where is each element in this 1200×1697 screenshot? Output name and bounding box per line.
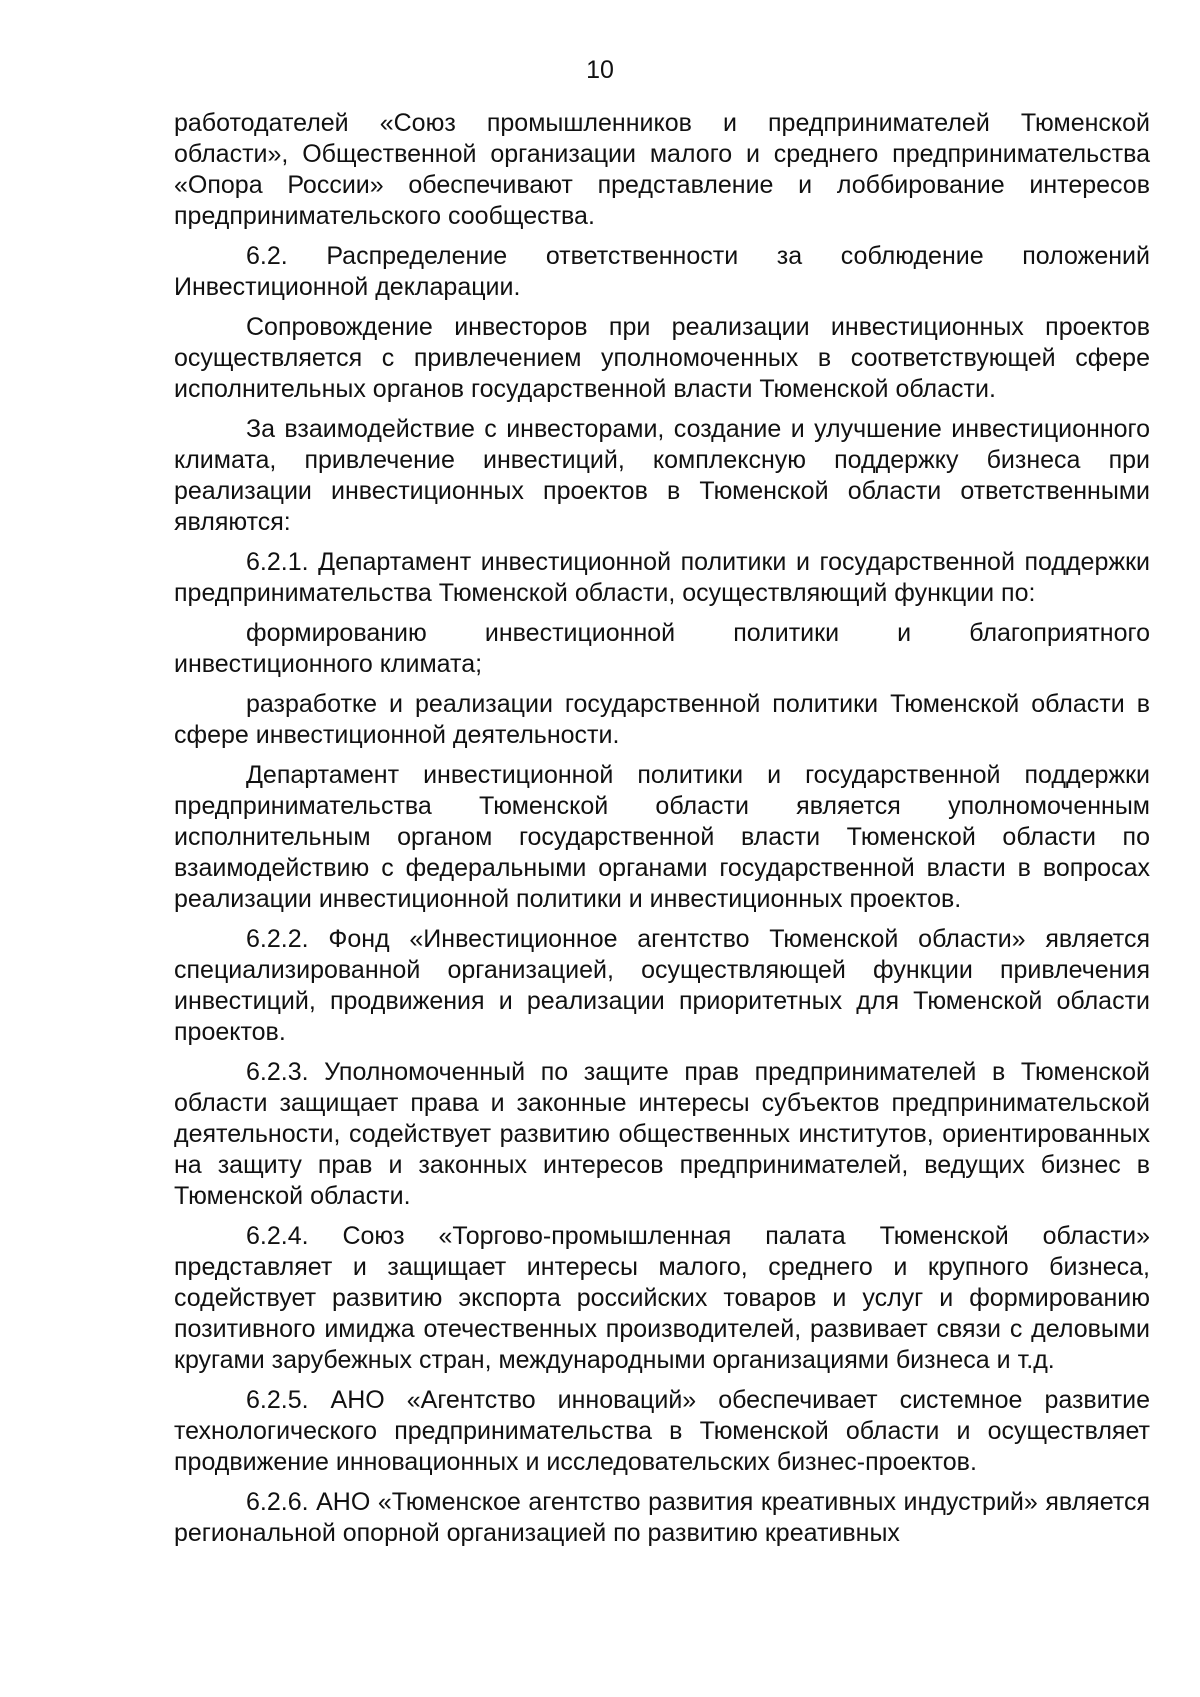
paragraph-department-role: Департамент инвестиционной политики и государственной поддержки предпринимательства Тюменской области является уполномоченным исполнительным органом государственной власти Тюменской области по взаимодействию с федеральными органами государственной власти в вопросах реализации инвестиционной политики и инвестиционных проектов. bbox=[174, 761, 1150, 913]
section-6-2-1: 6.2.1. Департамент инвестиционной политики и государственной поддержки предпринимательства Тюменской области, осуществляющий функции по: bbox=[174, 548, 1150, 607]
section-6-2-6: 6.2.6. АНО «Тюменское агентство развития креативных индустрий» является региональной опорной организацией по развитию креативных bbox=[174, 1488, 1150, 1547]
section-6-2-2: 6.2.2. Фонд «Инвестиционное агентство Тюменской области» является специализированной организацией, осуществляющей функции привлечения инвестиций, продвижения и реализации приоритетных для Тюменской области проектов. bbox=[174, 925, 1150, 1046]
section-6-2-4: 6.2.4. Союз «Торгово-промышленная палата Тюменской области» представляет и защищает интересы малого, среднего и крупного бизнеса, содействует развитию экспорта российских товаров и услуг и формированию позитивного имиджа отечественных производителей, развивает связи с деловыми кругами зарубежных стран, международными организациями бизнеса и т.д. bbox=[174, 1222, 1150, 1374]
page-number: 10 bbox=[586, 56, 614, 84]
paragraph-continuation: работодателей «Союз промышленников и предпринимателей Тюменской области», Общественной организации малого и среднего предпринимательства «Опора России» обеспечивают представление и лоббирование интересов предпринимательского сообщества. bbox=[174, 109, 1150, 230]
paragraph-investor-support: Сопровождение инвесторов при реализации инвестиционных проектов осуществляется с привлечением уполномоченных в соответствующей сфере исполнительных органов государственной власти Тюменской области. bbox=[174, 313, 1150, 403]
paragraph-responsible-bodies: За взаимодействие с инвесторами, создание и улучшение инвестиционного климата, привлечение инвестиций, комплексную поддержку бизнеса при реализации инвестиционных проектов в Тюменской области ответственными являются: bbox=[174, 415, 1150, 536]
function-item-1: формированию инвестиционной политики и благоприятного инвестиционного климата; bbox=[174, 619, 1150, 678]
document-body bbox=[174, 108, 1150, 1558]
section-6-2-heading: 6.2. Распределение ответственности за соблюдение положений Инвестиционной декларации. bbox=[174, 242, 1150, 301]
section-6-2-3: 6.2.3. Уполномоченный по защите прав предпринимателей в Тюменской области защищает права и законные интересы субъектов предпринимательской деятельности, содействует развитию общественных институтов, ориентированных на защиту прав и законных интересов предпринимателей, ведущих бизнес в Тюменской области. bbox=[174, 1058, 1150, 1210]
function-item-2: разработке и реализации государственной политики Тюменской области в сфере инвестиционной деятельности. bbox=[174, 690, 1150, 749]
section-6-2-5: 6.2.5. АНО «Агентство инноваций» обеспечивает системное развитие технологического предпринимательства в Тюменской области и осуществляет продвижение инновационных и исследовательских бизнес-проектов. bbox=[174, 1386, 1150, 1476]
